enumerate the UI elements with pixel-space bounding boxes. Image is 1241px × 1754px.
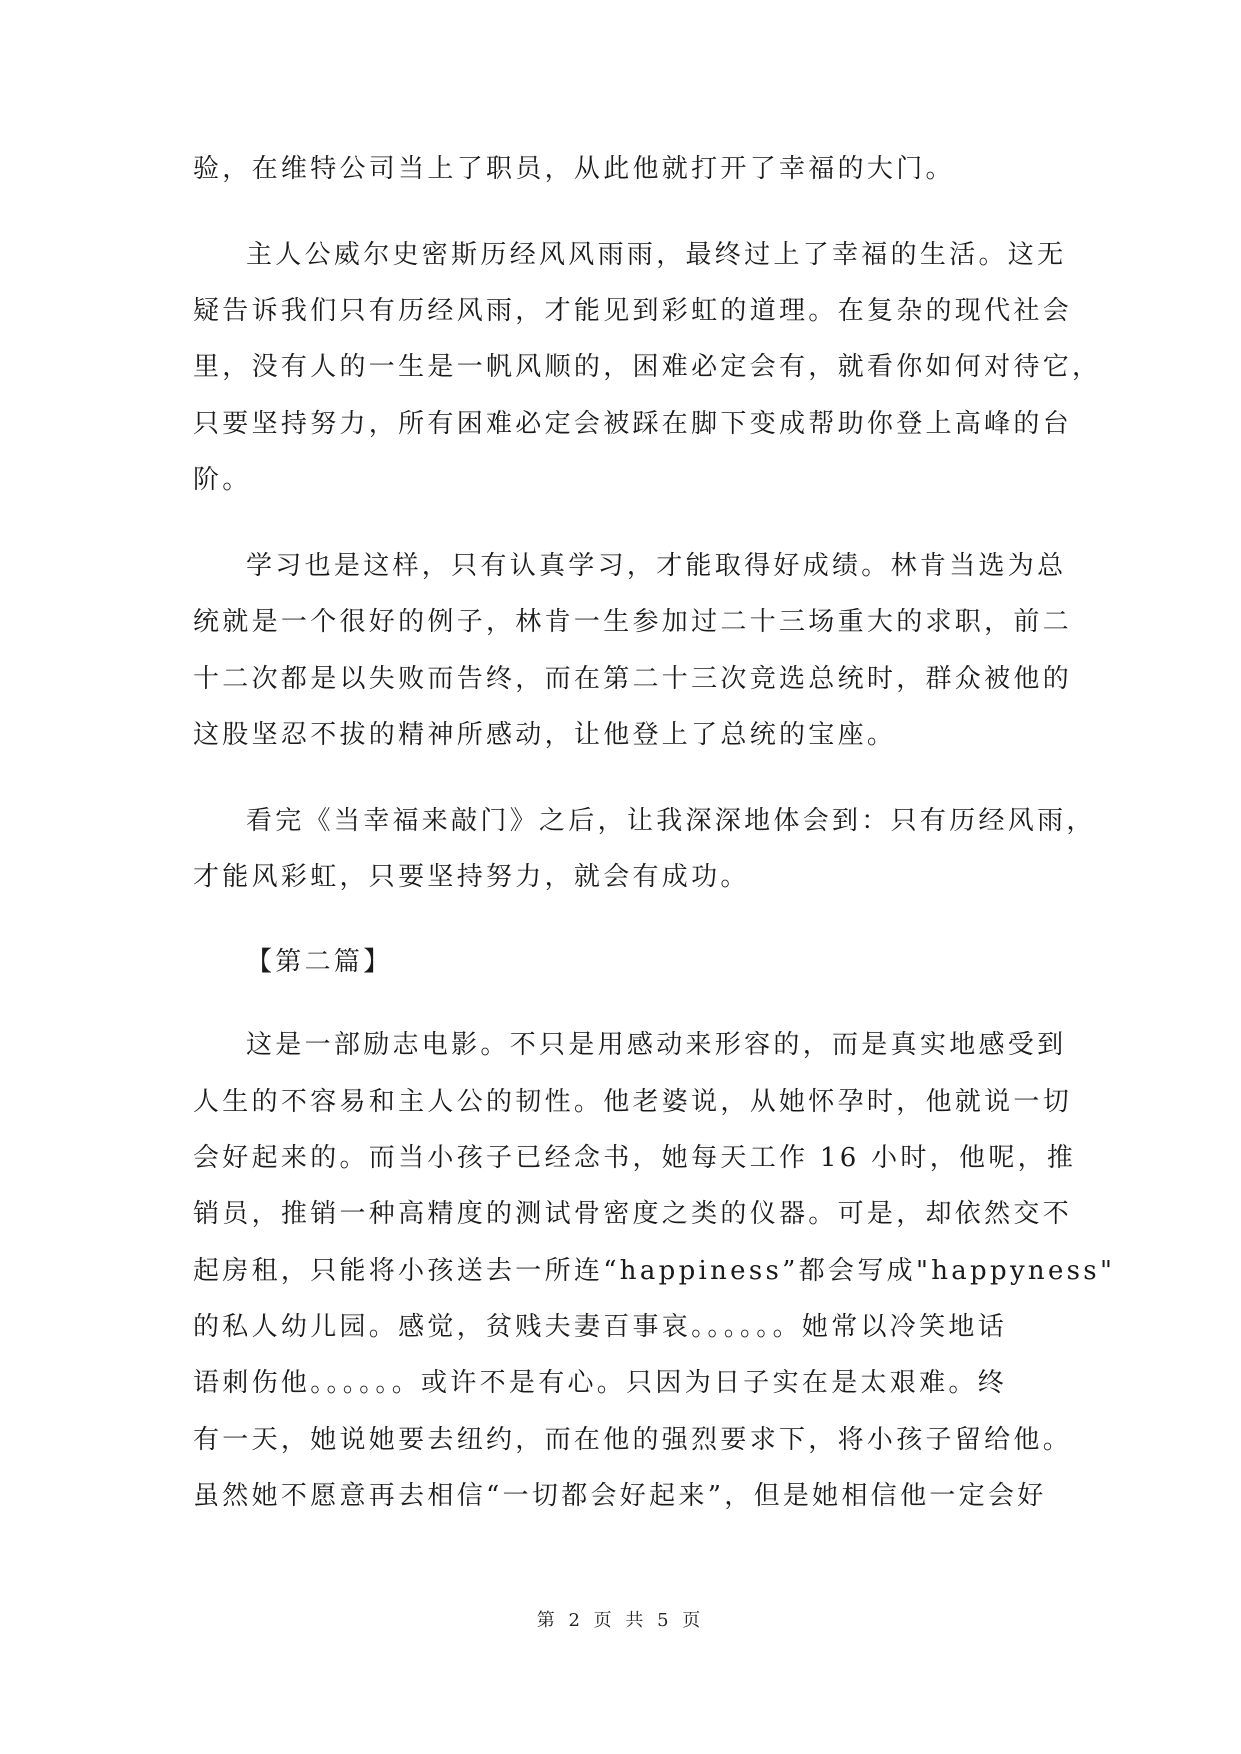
text-line: 阶。	[193, 465, 252, 495]
text-line: 才能风彩虹，只要坚持努力，就会有成功。	[193, 862, 750, 892]
page-footer: 第 2 页 共 5 页	[536, 1610, 705, 1631]
text-line: 的私人幼儿园。感觉，贫贱夫妻百事哀。。。。。。她常以冷笑地话	[193, 1312, 1008, 1342]
text-line: 主人公威尔史密斯历经风风雨雨，最终过上了幸福的生活。这无	[246, 240, 1067, 270]
text-line: 会好起来的。而当小孩子已经念书，她每天工作 16 小时，他呢，推	[193, 1143, 1077, 1173]
text-line: 只要坚持努力，所有困难必定会被踩在脚下变成帮助你登上高峰的台	[193, 409, 1073, 439]
text-line: 人生的不容易和主人公的韧性。他老婆说，从她怀孕时，他就说一切	[193, 1087, 1073, 1117]
text-line: 十二次都是以失败而告终，而在第二十三次竞选总统时，群众被他的	[193, 664, 1073, 694]
text-line: 统就是一个很好的例子，林肯一生参加过二十三场重大的求职，前二	[193, 607, 1073, 637]
text-line: 这股坚忍不拔的精神所感动，让他登上了总统的宝座。	[193, 720, 897, 750]
text-line: 虽然她不愿意再去相信“一切都会好起来”，但是她相信他一定会好	[193, 1481, 1047, 1511]
text-line: 这是一部励志电影。不只是用感动来形容的，而是真实地感受到	[246, 1030, 1067, 1060]
text-line: 看完《当幸福来敲门》之后，让我深深地体会到：只有历经风雨，	[246, 806, 1096, 836]
text-line: 验，在维特公司当上了职员，从此他就打开了幸福的大门。	[193, 154, 955, 184]
text-line: 起房租，只能将小孩送去一所连“happiness”都会写成"happyness"	[193, 1256, 1116, 1286]
text-line: 语刺伤他。。。。。。或许不是有心。只因为日子实在是太艰难。终	[193, 1368, 1008, 1398]
text-line: 有一天，她说她要去纽约，而在他的强烈要求下，将小孩子留给他。	[193, 1425, 1073, 1455]
text-line: 学习也是这样，只有认真学习，才能取得好成绩。林肯当选为总	[246, 551, 1067, 581]
text-line: 里，没有人的一生是一帆风顺的，困难必定会有，就看你如何对待它，	[193, 352, 1102, 382]
text-line: 疑告诉我们只有历经风雨，才能见到彩虹的道理。在复杂的现代社会	[193, 296, 1073, 326]
section-heading: 【第二篇】	[246, 947, 393, 977]
text-line: 销员，推销一种高精度的测试骨密度之类的仪器。可是，却依然交不	[193, 1199, 1073, 1229]
